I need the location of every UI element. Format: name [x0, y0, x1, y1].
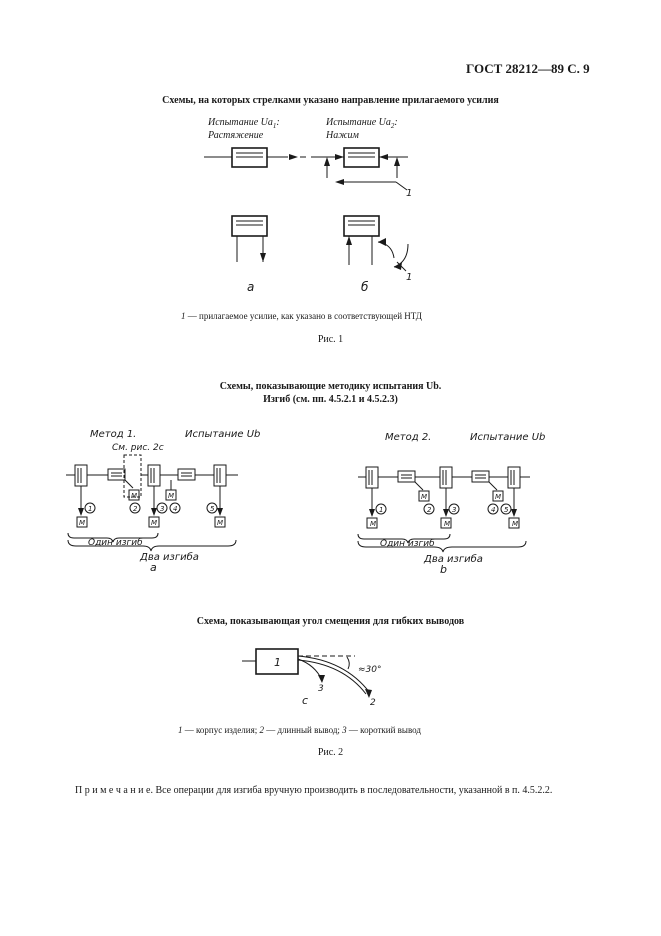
note-text: Все операции для изгиба вручную производить в последовательности, указанной в п. 4.5.2.2.: [152, 785, 553, 796]
svg-text:b: b: [440, 563, 447, 576]
page-header: ГОСТ 28212—89 С. 9: [466, 61, 590, 76]
svg-text:Один изгиб: Один изгиб: [88, 538, 143, 548]
svg-text:3: 3: [318, 684, 324, 694]
note-paragraph: [75, 783, 583, 799]
test-ua1-kind: Растяжение: [208, 130, 264, 141]
svg-text:5: 5: [210, 505, 215, 513]
svg-text:1: 1: [274, 656, 281, 669]
svg-text:М: М: [495, 493, 502, 501]
figure2-title-line1: Схемы, показывающие методику испытания Ub.: [219, 381, 442, 392]
svg-text:Два изгиба: Два изгиба: [424, 554, 483, 565]
svg-text:М: М: [151, 519, 158, 527]
svg-text:4: 4: [491, 506, 496, 514]
svg-text:М: М: [421, 493, 428, 501]
method1-label: Метод 1.: [90, 429, 137, 440]
svg-text:2: 2: [370, 698, 376, 708]
figure3-title: Схема, показывающая угол смещения для гибких выводов: [196, 616, 465, 627]
test-ua2-label: Испытание $Ua_2$:: [326, 117, 398, 130]
svg-text:3: 3: [160, 505, 165, 513]
svg-text:5: 5: [504, 506, 509, 514]
svg-text:1: 1: [406, 188, 413, 199]
flexible-lead-component: [242, 649, 372, 698]
svg-text:М: М: [370, 520, 377, 528]
svg-text:3: 3: [452, 506, 457, 514]
test-ub-left-label: Испытание Ub: [185, 429, 261, 440]
see-fig-label: См. рис. 2с: [112, 443, 164, 453]
svg-text:с: с: [302, 694, 309, 707]
note-lead: П р и м е ч а н и е.: [75, 785, 153, 796]
svg-text:а: а: [247, 280, 255, 294]
svg-text:1: 1: [88, 505, 93, 513]
svg-text:М: М: [512, 520, 519, 528]
svg-text:а: а: [150, 561, 157, 574]
svg-text:2: 2: [133, 505, 138, 513]
svg-text:М: М: [444, 520, 451, 528]
figure1-title: Схемы, на которых стрелками указано направление прилагаемого усилия: [162, 95, 499, 106]
figure3-caption: 1 — корпус изделия; 2 — длинный вывод; 3 — короткий вывод: [178, 725, 421, 735]
test-ua2-kind: Нажим: [326, 130, 359, 141]
svg-text:1: 1: [379, 506, 384, 514]
svg-text:Два изгиба: Два изгиба: [140, 552, 199, 563]
test-ua1-label: Испытание $Ua_1$:: [208, 117, 280, 130]
svg-text:М: М: [131, 492, 138, 500]
method2-label: Метод 2.: [385, 432, 432, 443]
svg-text:4: 4: [173, 505, 178, 513]
svg-text:2: 2: [427, 506, 432, 514]
figure1-caption: 1 — прилагаемое усилие, как указано в соответствующей НТД: [181, 311, 422, 321]
figure1-label: Рис. 1: [317, 334, 344, 345]
svg-text:1: 1: [406, 272, 413, 283]
svg-text:Один изгиб: Один изгиб: [380, 539, 435, 549]
test-ub-right-label: Испытание Ub: [470, 432, 546, 443]
svg-text:≈30°: ≈30°: [358, 665, 382, 675]
figure2-label: Рис. 2: [317, 747, 344, 758]
svg-text:б: б: [361, 280, 369, 294]
svg-text:М: М: [79, 519, 86, 527]
figure2-title-line2: Изгиб (см. пп. 4.5.2.1 и 4.5.2.3): [263, 394, 398, 405]
svg-text:М: М: [168, 492, 175, 500]
svg-text:М: М: [217, 519, 224, 527]
